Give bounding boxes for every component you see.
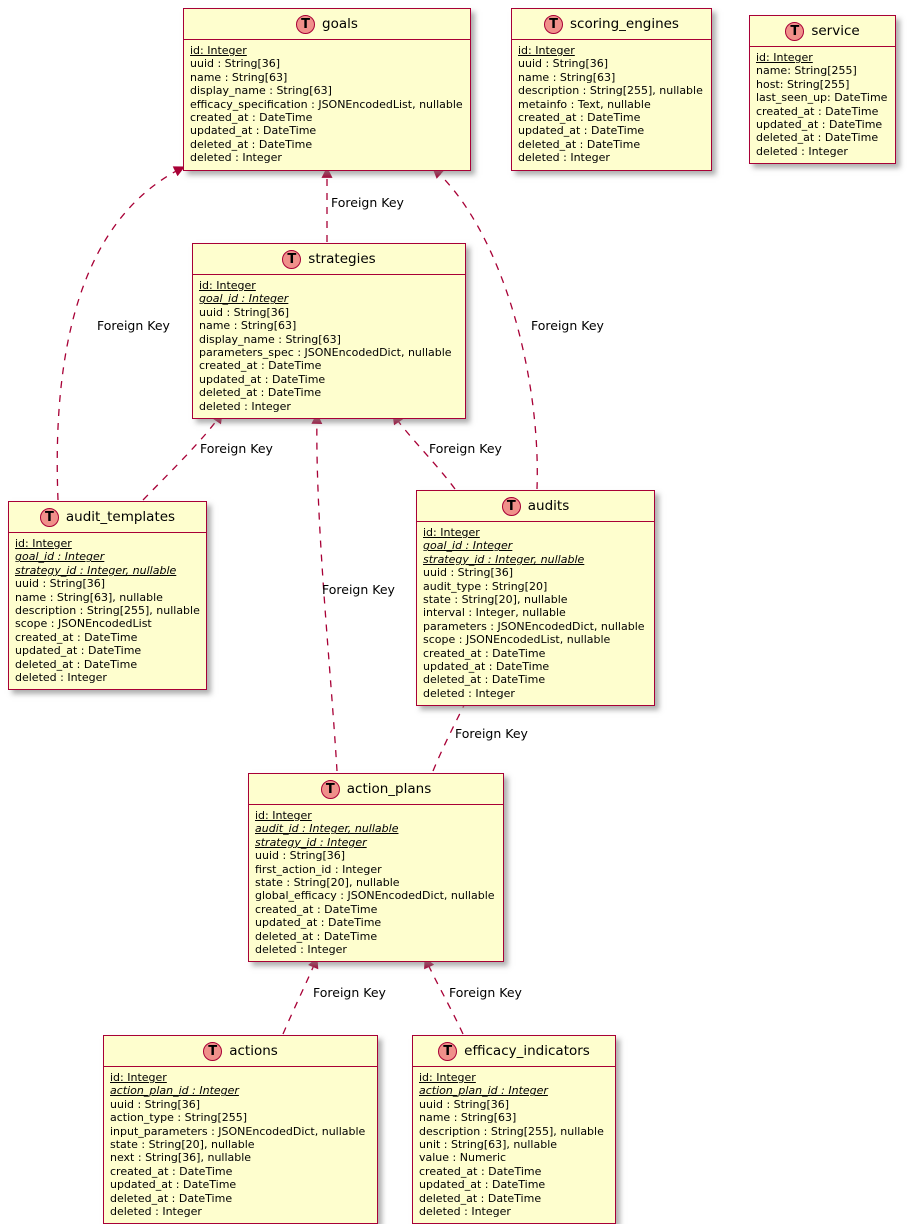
table-title: action_plans xyxy=(346,781,432,797)
column-row: updated_at : DateTime xyxy=(15,644,142,658)
column-row: state : String[20], nullable xyxy=(423,593,568,607)
column-row: deleted_at : DateTime xyxy=(255,929,378,943)
relation-label: Foreign Key xyxy=(455,726,528,741)
column-row: updated_at : DateTime xyxy=(255,916,382,930)
relation-label: Foreign Key xyxy=(97,318,170,333)
column-row: scope : JSONEncodedList xyxy=(15,617,152,631)
column-row: description : String[255], nullable xyxy=(15,604,200,618)
relation-audit_templates-goals-line xyxy=(57,167,184,500)
column-row: updated_at : DateTime xyxy=(190,124,317,138)
column-row: id: Integer xyxy=(255,809,312,822)
column-row: unit : String[63], nullable xyxy=(419,1138,558,1152)
column-row: audit_type : String[20] xyxy=(423,579,548,593)
table-title: efficacy_indicators xyxy=(464,1043,590,1059)
relation-label: Foreign Key xyxy=(200,441,273,456)
column-list xyxy=(413,1067,615,1223)
table-spot-icon: T xyxy=(321,780,340,799)
relation-audit_templates-strategies-line xyxy=(143,413,222,500)
column-row: id: Integer xyxy=(756,51,813,64)
table-header xyxy=(417,491,654,522)
column-row: created_at : DateTime xyxy=(255,902,378,916)
column-list xyxy=(249,805,503,961)
column-row: uuid : String[36] xyxy=(419,1097,510,1111)
column-row: updated_at : DateTime xyxy=(419,1178,546,1192)
column-row: strategy_id : Integer, nullable xyxy=(423,552,585,566)
column-row: uuid : String[36] xyxy=(423,566,514,580)
column-row: action_type : String[255] xyxy=(110,1111,248,1125)
column-row: name : String[63] xyxy=(419,1111,517,1125)
column-row: deleted : Integer xyxy=(110,1205,202,1219)
column-row: deleted_at : DateTime xyxy=(423,673,546,687)
column-row: strategy_id : Integer xyxy=(255,835,367,849)
column-row: deleted : Integer xyxy=(756,144,848,158)
table-title: audits xyxy=(527,498,570,514)
table-spot-icon: T xyxy=(502,497,521,516)
column-row: action_plan_id : Integer xyxy=(419,1084,548,1098)
table-spot-icon: T xyxy=(282,250,301,269)
column-row: action_plan_id : Integer xyxy=(110,1084,239,1098)
relation-label: Foreign Key xyxy=(322,582,395,597)
column-row: updated_at : DateTime xyxy=(423,660,550,674)
column-row: created_at : DateTime xyxy=(756,104,879,118)
column-row: updated_at : DateTime xyxy=(756,118,883,132)
column-row: deleted : Integer xyxy=(423,686,515,700)
relation-label: Foreign Key xyxy=(313,985,386,1000)
column-row: name : String[63] xyxy=(190,70,288,84)
table-scoring_engines xyxy=(511,8,712,171)
relation-label: Foreign Key xyxy=(449,985,522,1000)
relation-label: Foreign Key xyxy=(331,195,404,210)
table-header xyxy=(9,502,206,533)
column-row: id: Integer xyxy=(419,1071,476,1084)
table-action_plans xyxy=(248,773,504,962)
table-title: scoring_engines xyxy=(570,16,679,32)
table-header xyxy=(413,1036,615,1067)
column-row: id: Integer xyxy=(15,537,72,550)
column-row: name : String[63] xyxy=(199,319,297,333)
column-row: id: Integer xyxy=(110,1071,167,1084)
relation-label: Foreign Key xyxy=(531,318,604,333)
table-efficacy_indicators xyxy=(412,1035,616,1224)
column-row: deleted_at : DateTime xyxy=(199,386,322,400)
column-row: strategy_id : Integer, nullable xyxy=(15,563,177,577)
column-list xyxy=(104,1067,377,1223)
column-row: goal_id : Integer xyxy=(15,550,105,564)
table-service xyxy=(749,15,896,164)
column-row: created_at : DateTime xyxy=(190,111,313,125)
table-strategies xyxy=(192,243,466,419)
column-list xyxy=(184,40,470,170)
column-row: scope : JSONEncodedList, nullable xyxy=(423,633,611,647)
column-row: uuid : String[36] xyxy=(255,849,346,863)
column-row: deleted : Integer xyxy=(518,151,610,165)
column-row: parameters : JSONEncodedDict, nullable xyxy=(423,619,645,633)
column-row: deleted_at : DateTime xyxy=(110,1191,233,1205)
column-row: description : String[255], nullable xyxy=(419,1124,604,1138)
column-row: deleted_at : DateTime xyxy=(756,131,879,145)
column-row: display_name : String[63] xyxy=(199,332,341,346)
column-row: uuid : String[36] xyxy=(518,57,609,71)
column-row: deleted : Integer xyxy=(190,151,282,165)
column-list xyxy=(9,533,206,689)
column-row: goal_id : Integer xyxy=(199,292,289,306)
column-row: uuid : String[36] xyxy=(199,305,290,319)
column-row: id: Integer xyxy=(190,44,247,57)
column-list xyxy=(512,40,711,170)
column-row: first_action_id : Integer xyxy=(255,862,382,876)
column-row: created_at : DateTime xyxy=(15,630,138,644)
table-spot-icon: T xyxy=(544,15,563,34)
column-row: updated_at : DateTime xyxy=(110,1178,237,1192)
column-row: last_seen_up: DateTime xyxy=(756,91,888,105)
table-goals xyxy=(183,8,471,171)
column-row: created_at : DateTime xyxy=(419,1164,542,1178)
column-row: deleted : Integer xyxy=(15,671,107,685)
column-row: deleted : Integer xyxy=(419,1205,511,1219)
column-list xyxy=(193,275,465,418)
table-title: actions xyxy=(229,1043,278,1059)
column-row: id: Integer xyxy=(518,44,575,57)
table-spot-icon: T xyxy=(438,1042,457,1061)
column-row: id: Integer xyxy=(199,279,256,292)
column-row: id: Integer xyxy=(423,526,480,539)
column-row: description : String[255], nullable xyxy=(518,84,703,98)
table-title: service xyxy=(811,23,860,39)
column-row: updated_at : DateTime xyxy=(518,124,645,138)
column-row: deleted : Integer xyxy=(255,943,347,957)
column-row: interval : Integer, nullable xyxy=(423,606,566,620)
column-row: state : String[20], nullable xyxy=(110,1138,255,1152)
column-row: name : String[63], nullable xyxy=(15,590,163,604)
column-row: host: String[255] xyxy=(756,77,850,91)
table-actions xyxy=(103,1035,378,1224)
table-spot-icon: T xyxy=(296,15,315,34)
column-row: parameters_spec : JSONEncodedDict, nullable xyxy=(199,346,452,360)
table-title: strategies xyxy=(308,251,376,267)
table-spot-icon: T xyxy=(40,508,59,527)
table-header xyxy=(184,9,470,40)
column-row: next : String[36], nullable xyxy=(110,1151,252,1165)
table-title: audit_templates xyxy=(65,509,176,525)
table-audit_templates xyxy=(8,501,207,690)
table-header xyxy=(750,16,895,47)
column-row: metainfo : Text, nullable xyxy=(518,97,651,111)
column-row: deleted_at : DateTime xyxy=(190,137,313,151)
column-list xyxy=(417,522,654,705)
column-row: input_parameters : JSONEncodedDict, nullable xyxy=(110,1124,366,1138)
column-row: created_at : DateTime xyxy=(199,359,322,373)
column-row: goal_id : Integer xyxy=(423,539,513,553)
column-row: uuid : String[36] xyxy=(110,1097,201,1111)
column-row: value : Numeric xyxy=(419,1151,507,1165)
table-title: goals xyxy=(322,16,358,32)
column-row: updated_at : DateTime xyxy=(199,372,326,386)
column-row: created_at : DateTime xyxy=(110,1164,233,1178)
column-row: deleted : Integer xyxy=(199,399,291,413)
column-row: efficacy_specification : JSONEncodedList, nullable xyxy=(190,97,463,111)
table-header xyxy=(249,774,503,805)
column-row: audit_id : Integer, nullable xyxy=(255,822,399,836)
column-row: created_at : DateTime xyxy=(423,646,546,660)
table-spot-icon: T xyxy=(203,1042,222,1061)
column-row: name : String[63] xyxy=(518,70,616,84)
table-header xyxy=(104,1036,377,1067)
column-row: state : String[20], nullable xyxy=(255,876,400,890)
column-row: deleted_at : DateTime xyxy=(518,137,641,151)
relation-label: Foreign Key xyxy=(429,441,502,456)
column-row: global_efficacy : JSONEncodedDict, nullable xyxy=(255,889,495,903)
column-row: created_at : DateTime xyxy=(518,111,641,125)
column-row: uuid : String[36] xyxy=(15,577,106,591)
column-list xyxy=(750,47,895,163)
column-row: deleted_at : DateTime xyxy=(15,657,138,671)
table-spot-icon: T xyxy=(785,22,804,41)
table-audits xyxy=(416,490,655,706)
table-header xyxy=(193,244,465,275)
table-header xyxy=(512,9,711,40)
relation-actions-action_plans-line xyxy=(283,958,317,1034)
column-row: name: String[255] xyxy=(756,64,857,78)
column-row: uuid : String[36] xyxy=(190,57,281,71)
column-row: deleted_at : DateTime xyxy=(419,1191,542,1205)
column-row: display_name : String[63] xyxy=(190,84,332,98)
